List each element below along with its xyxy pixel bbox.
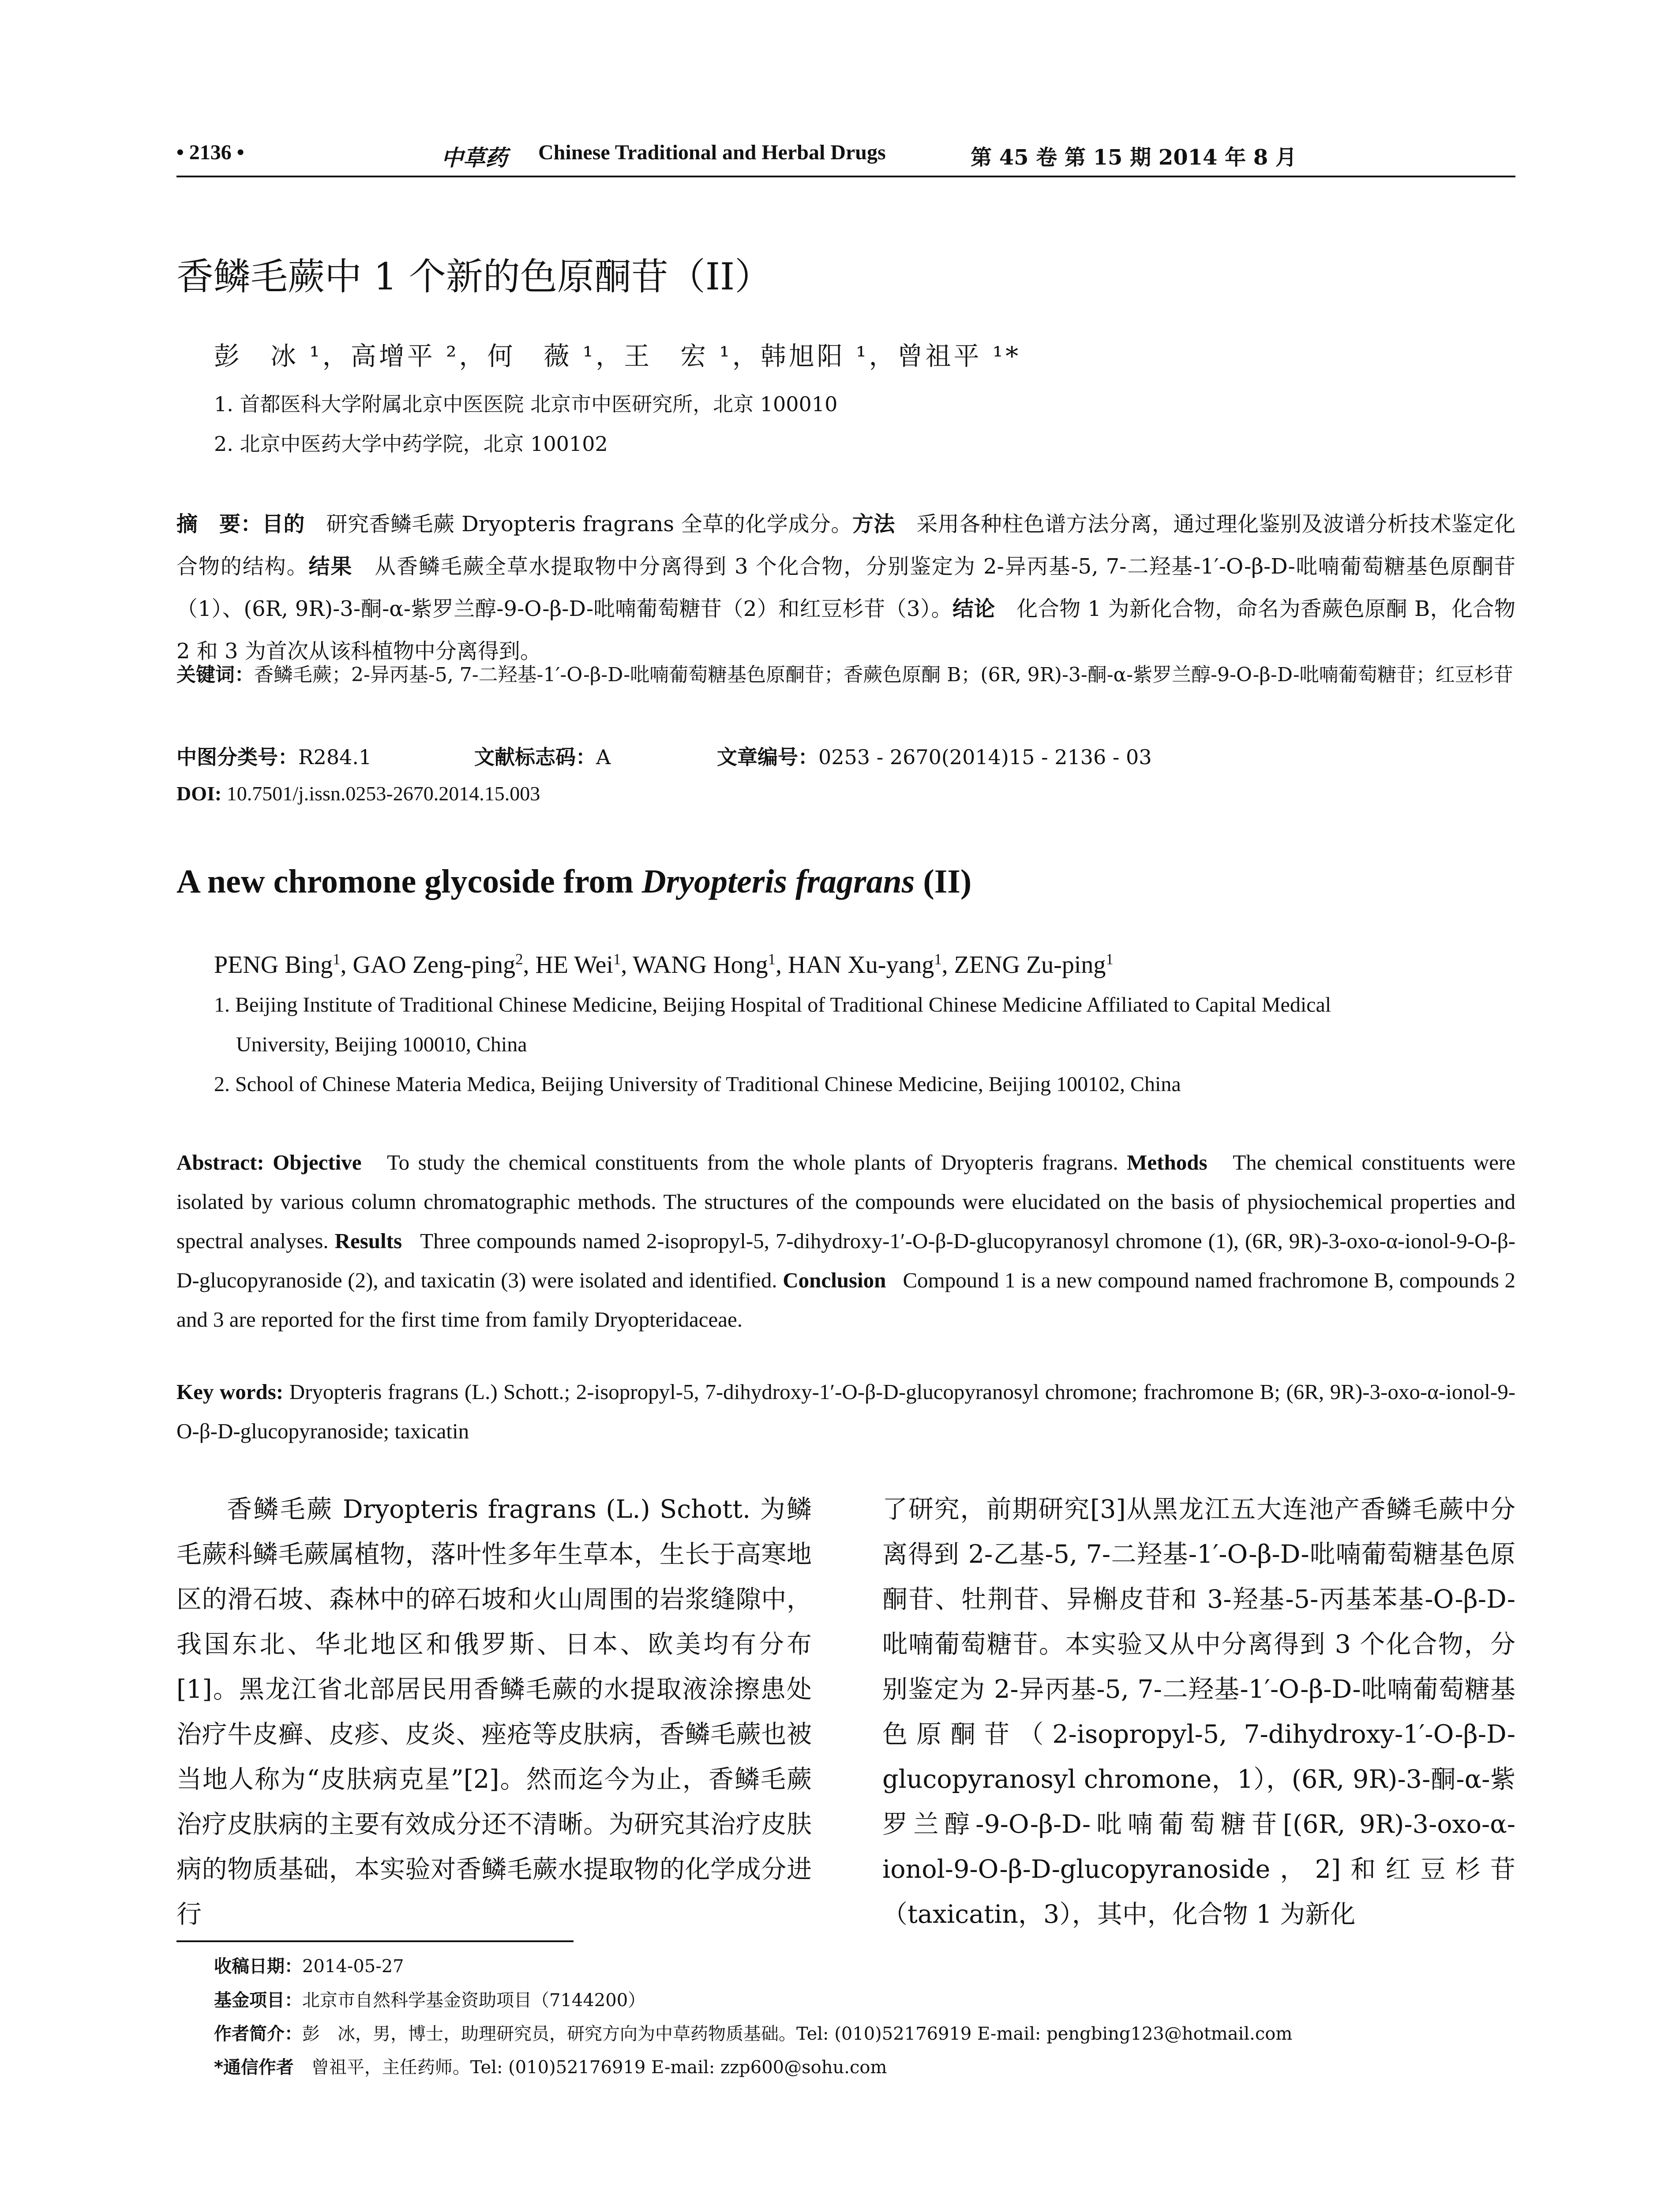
clc-number	[176, 741, 371, 770]
author-en-sup: 1	[768, 950, 776, 968]
author-en: WANG Hong	[633, 951, 768, 979]
keywords-en-text: Dryopteris fragrans (L.) Schott.; 2-isopropyl-5, 7-dihydroxy-1′-O-β-D-glucopyranosyl chromone; frachromone B; (6R, 9R)-3-oxo-α-ionol-9-O-β-D-glucopyranoside; taxicatin	[176, 1380, 1516, 1443]
abstract-en-results: Three compounds named 2-isopropyl-5, 7-dihydroxy-1′-O-β-D-glucopyranosyl chromone (1), (6R, 9R)-3-oxo-α-ionol-9-O-β-D-glucopyranoside (2), and taxicatin (3) were isolated and identified.	[176, 1229, 1515, 1292]
journal-title: Chinese Traditional and Herbal Drugs	[538, 141, 886, 164]
abstract-cn-methods: 采用各种柱色谱方法分离，通过理化鉴别及波谱分析技术鉴定化合物的结构。	[176, 512, 1515, 579]
abstract-cn-objective: 研究香鳞毛蕨 Dryopteris fragrans 全草的化学成分。	[326, 512, 852, 536]
abstract-cn-conclusion-label: 结论	[952, 597, 995, 621]
abstract-cn-label: 摘 要：	[176, 512, 262, 536]
affiliation-en-1: 1. Beijing Institute of Traditional Chinese Medicine, Beijing Hospital of Traditional Chinese Medicine Affiliated to Capital Medical	[214, 993, 1331, 1017]
author-en-sup: 1	[1106, 950, 1114, 968]
authors-en: PENG Bing$^1$, GAO Zeng-ping$^2$, HE Wei$^1$, WANG Hong$^1$, HAN Xu-yang$^1$, ZENG Zu-ping$^1$	[214, 950, 1114, 979]
footnote-rule	[176, 1940, 574, 1942]
abstract-en-objective-label: Objective	[273, 1150, 362, 1174]
abstract-en-label: Abstract:	[176, 1150, 264, 1174]
author-en: HE Wei	[535, 951, 613, 979]
fund-label: 基金项目：	[214, 1990, 302, 2011]
author-en-sup: 1	[934, 950, 942, 968]
paper-title-en	[176, 863, 971, 901]
article-number-value: 0253 - 2670(2014)15 - 2136 - 03	[818, 745, 1152, 769]
author-en-sup: 2	[515, 950, 523, 968]
keywords-en-label: Key words:	[176, 1380, 284, 1404]
doc-code-label: 文献标志码：	[474, 745, 596, 769]
abstract-cn-results: 从香鳞毛蕨全草水提取物中分离得到 3 个化合物，分别鉴定为 2-异丙基-5, 7-二羟基-1′-O-β-D-吡喃葡萄糖基色原酮苷（1）、(6R, 9R)-3-酮-α-紫罗兰醇-9-O-β-D-吡喃葡萄糖苷（2）和红豆杉苷（3）。	[176, 554, 1515, 621]
abstract-en-objective: To study the chemical constituents from the whole plants of Dryopteris fragrans.	[387, 1150, 1118, 1174]
body-column-left: 香鳞毛蕨 Dryopteris fragrans (L.) Schott. 为鳞毛蕨科鳞毛蕨属植物，落叶性多年生草本，生长于高寒地区的滑石坡、森林中的碎石坡和火山周围的岩浆缝隙中，我国东北、华北地区和俄罗斯、日本、欧美均有分布[1]。黑龙江省北部居民用香鳞毛蕨的水提取液涂擦患处治疗牛皮癣、皮疹、皮炎、痤疮等皮肤病，香鳞毛蕨也被当地人称为“皮肤病克星”[2]。然而迄今为止，香鳞毛蕨治疗皮肤病的主要有效成分还不清晰。为研究其治疗皮肤病的物质基础，本实验对香鳞毛蕨水提取物的化学成分进行	[176, 1495, 812, 1929]
page-number: • 2136 •	[176, 141, 244, 164]
author-intro-label: 作者简介：	[214, 2024, 302, 2044]
doi-label: DOI:	[176, 782, 222, 805]
clc-label: 中图分类号：	[176, 745, 298, 769]
abstract-en-conclusion: Compound 1 is a new compound named frachromone B, compounds 2 and 3 are reported for the first time from family Dryopteridaceae.	[176, 1268, 1515, 1332]
doi	[176, 782, 540, 805]
abstract-en-methods: The chemical constituents were isolated by various column chromatographic methods. The structures of the compounds were elucidated on the basis of physiochemical properties and spectral analyses.	[176, 1150, 1515, 1253]
doi-value: 10.7501/j.issn.0253-2670.2014.15.003	[226, 782, 540, 805]
keywords-cn-label: 关键词：	[176, 664, 254, 686]
affiliation-cn-1: 1. 首都医科大学附属北京中医医院 北京市中医研究所，北京 100010	[214, 392, 838, 416]
keywords-en	[176, 1372, 1515, 1451]
paper-title-cn: 香鳞毛蕨中 1 个新的色原酮苷（II）	[176, 255, 772, 298]
received-date: 2014-05-27	[302, 1956, 404, 1977]
abstract-cn-objective-label: 目的	[262, 512, 305, 536]
affiliation-en-2: 2. School of Chinese Materia Medica, Beijing University of Traditional Chinese Medicine, Beijing 100102, China	[214, 1073, 1181, 1096]
keywords-cn	[176, 657, 1515, 694]
received-label: 收稿日期：	[214, 1956, 302, 1977]
abstract-en	[176, 1143, 1515, 1339]
corresponding-text: 曾祖平，主任药师。Tel: (010)52176919 E-mail: zzp600@sohu.com	[311, 2057, 887, 2078]
fund-text: 北京市自然科学基金资助项目（7144200）	[302, 1990, 646, 2011]
author-en: ZENG Zu-ping	[954, 951, 1106, 979]
document-code	[474, 741, 611, 770]
abstract-cn-conclusion: 化合物 1 为新化合物，命名为香蕨色原酮 B，化合物 2 和 3 为首次从该科植物中分离得到。	[176, 597, 1515, 664]
corresponding-label: *通信作者	[214, 2057, 294, 2078]
footnote-author	[214, 2020, 1292, 2045]
footnote-fund	[214, 1986, 645, 2011]
title-en-pre: A new chromone glycoside from	[176, 863, 642, 900]
article-number	[717, 741, 1152, 770]
article-number-label: 文章编号：	[717, 745, 818, 769]
abstract-cn-methods-label: 方法	[852, 512, 895, 536]
abstract-en-results-label: Results	[334, 1229, 402, 1253]
author-en: GAO Zeng-ping	[352, 951, 516, 979]
affiliation-en-1-cont: University, Beijing 100010, China	[236, 1033, 527, 1056]
abstract-en-conclusion-label: Conclusion	[783, 1268, 886, 1292]
author-en: PENG Bing	[214, 951, 333, 979]
author-en: HAN Xu-yang	[788, 951, 934, 979]
affiliation-cn-2: 2. 北京中医药大学中药学院，北京 100102	[214, 432, 608, 456]
author-en-sup: 1	[333, 950, 341, 968]
body-column-right: 了研究，前期研究[3]从黑龙江五大连池产香鳞毛蕨中分离得到 2-乙基-5, 7-二羟基-1′-O-β-D-吡喃葡萄糖基色原酮苷、牡荆苷、异槲皮苷和 3-羟基-5-丙基苯基-O-β-D-吡喃葡萄糖苷。本实验又从中分离得到 3 个化合物，分别鉴定为 2-异丙基-5, 7-二羟基-1′-O-β-D-吡喃葡萄糖基色原酮苷（2-isopropyl-5, 7-dihydroxy-1′-O-β-D-glucopyranosyl chromone，1），(6R, 9R)-3-酮-α-紫罗兰醇-9-O-β-D-吡喃葡萄糖苷[(6R, 9R)-3-oxo-α-ionol-9-O-β-D-glucopyranoside，2]和红豆杉苷（taxicatin，3），其中，化合物 1 为新化	[882, 1495, 1515, 1929]
author-en-sup: 1	[613, 950, 621, 968]
abstract-cn-results-label: 结果	[308, 554, 353, 579]
keywords-cn-text: 香鳞毛蕨；2-异丙基-5, 7-二羟基-1′-O-β-D-吡喃葡萄糖基色原酮苷；香蕨色原酮 B；(6R, 9R)-3-酮-α-紫罗兰醇-9-O-β-D-吡喃葡萄糖苷；红豆杉苷	[254, 664, 1513, 686]
abstract-cn	[176, 503, 1515, 672]
title-en-species: Dryopteris fragrans	[641, 863, 915, 900]
clc-value: R284.1	[298, 745, 372, 769]
footnote-corresponding	[214, 2053, 887, 2078]
header-rule	[176, 176, 1515, 177]
abstract-en-methods-label: Methods	[1127, 1150, 1208, 1174]
journal-logo: 中草药	[441, 145, 507, 171]
authors-cn: 彭 冰 ¹，高增平 ²，何 薇 ¹，王 宏 ¹，韩旭阳 ¹，曾祖平 ¹*	[214, 341, 1021, 371]
journal-issue: 第 45 卷 第 15 期 2014 年 8 月	[971, 145, 1297, 170]
footnote-received	[214, 1952, 404, 1977]
title-en-post: (II)	[915, 863, 972, 900]
doc-code-value: A	[596, 745, 611, 769]
author-intro-text: 彭 冰，男，博士，助理研究员，研究方向为中草药物质基础。Tel: (010)52176919 E-mail: pengbing123@hotmail.com	[302, 2024, 1293, 2044]
